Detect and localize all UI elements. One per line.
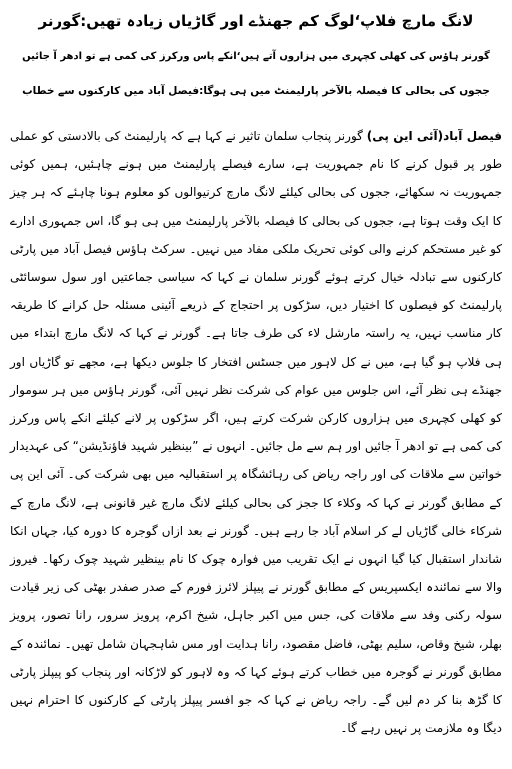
article-paragraph: [10, 122, 502, 742]
headline-sub-1: گورنر ہاؤس کی کھلی کچہری میں ہزاروں آتے ہیں‘انکے پاس ورکرز کی کمی ہے تو ادھر آ جائیں: [22, 51, 490, 62]
headline-sub-2: ججوں کی بحالی کا فیصلہ بالآخر پارلیمنٹ میں ہی ہوگا:فیصل آباد میں کارکنوں سے خطاب: [22, 85, 490, 97]
headline-block: [12, 4, 500, 109]
headline-main: لانگ مارچ فلاپ‘لوگ کم جھنڈے اور گاڑیاں زیادہ تھیں:گورنر: [38, 12, 474, 30]
article-text: گورنر پنجاب سلمان تاثیر نے کہا ہے کہ پارلیمنٹ کی بالادستی کو عملی طور پر قبول کرنے کا نام جمہوریت ہے، سارے فیصلے پارلیمنٹ میں ہونے چاہئیں، ہمیں کوئی جمہوریت نہ سکھائے، ججوں کی بحالی کیلئے لانگ مارچ کرنیوالوں کو معلوم ہونا چاہئے کہ ہر چیز کا ایک وقت ہوتا ہے، ججوں کی بحالی کا فیصلہ بالآخر پارلیمنٹ میں ہی ہو گا، اس جمہوری ادارے کو غیر مستحکم کرنے والی کوئی تحریک ملکی مفاد میں نہیں۔ سرکٹ ہاؤس فیصل آباد میں پارٹی کارکنوں سے تبادلہ خیال کرتے ہوئے گورنر سلمان نے کہا کہ سیاسی جماعتیں اور سول سوسائٹی پارلیمنٹ کو فیصلوں کا اختیار دیں، سڑکوں پر احتجاج کے ذریعے آئینی مسئلہ حل کرانے کا طریقہ کار مناسب نہیں، یہ راستہ مارشل لاء کی طرف جاتا ہے۔ گورنر نے کہا کہ لانگ مارچ ابتداء میں ہی فلاپ ہو گیا ہے، میں نے کل لاہور میں جسٹس افتخار کا جلوس دیکھا ہے، مجھے تو گاڑیاں اور جھنڈے ہی نظر آئے، اس جلوس میں عوام کی شرکت نظر نہیں آئی، گورنر ہاؤس میں ہر سوموار کو کھلی کچہری میں ہزاروں کارکن شرکت کرتے ہیں، اگر سڑکوں پر لانے کیلئے انکے پاس ورکرز کی کمی ہے تو ادھر آ جائیں اور ہم سے مل جائیں۔ انہوں نے ”بینظیر شہید فاؤنڈیشن“ کی عہدیدار خواتین سے ملاقات کی اور راجہ ریاض کی رہائشگاہ پر استقبالیہ میں بھی شرکت کی۔ آئی این پی کے مطابق گورنر نے کہا کہ وکلاء کا ججز کی بحالی کیلئے لانگ مارچ غیر قانونی ہے، لانگ مارچ کے شرکاء خالی گاڑیاں لے کر اسلام آباد جا رہے ہیں۔ گورنر نے بعد ازاں گوجرہ کا دورہ کیا، جہاں انکا شاندار استقبال کیا گیا انہوں نے ایک تقریب میں فوارہ چوک کا نام بینظیر شہید چوک رکھا۔ فیروز والا سے نمائندہ ایکسپریس کے مطابق گورنر نے پیپلز لائرز فورم کے صدر صفدر بھٹی کی زیر قیادت سولہ رکنی وفد سے ملاقات کی، جس میں اکبر جاہل، شیخ اکرم، پرویز سرور، رانا تصور، پرویز بھلر، شیخ وقاص، سلیم بھٹی، فاضل مقصود، رانا ہدایت اور مس شاہجہان شامل تھیں۔ نمائندہ کے مطابق گورنر نے گوجرہ میں خطاب کرتے ہوئے کہا کہ وہ لاہور کو لاڑکانہ اور پنجاب کو پیپلز پارٹی کا گڑھ بنا کر دم لیں گے۔ راجہ ریاض نے کہا کہ جو افسر پیپلز پارٹی کے کارکنوں کا احترام نہیں دیگا وہ ملازمت پر نہیں رہے گا۔: [10, 129, 502, 736]
article-body: [10, 122, 502, 742]
dateline: فیصل آباد(آئی این پی): [366, 129, 502, 143]
